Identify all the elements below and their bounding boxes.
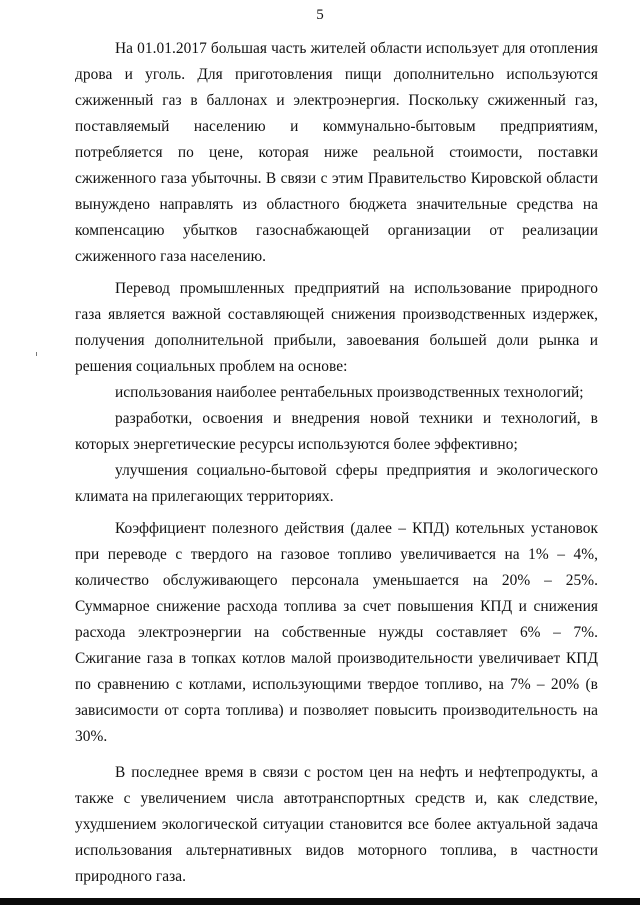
page-number: 5 [316, 7, 324, 23]
paragraph-list-item-technologies: использования наиболее рентабельных производственных технологий; [115, 384, 584, 401]
paragraph-list-item-equipment: разработки, освоения и внедрения новой техники и технологий, в которых энергетические ресурсы используются более эффективно; [75, 410, 598, 453]
paragraph-heating-fuel: На 01.01.2017 большая часть жителей области использует для отопления дрова и уголь. Для приготовления пищи дополнительно используются сжиженный газ в баллонах и электроэнергия. Поскольку сжиженный газ, поставляемый населению и коммунально-бытовым предприятиям, потребляется по цене, которая ниже реальной стоимости, поставки сжиженного газа убыточны. В связи с этим Правительство Кировской области вынуждено направлять из областного бюджета значительные средства на компенсацию убытков газоснабжающей организации от реализации сжиженного газа населению. [75, 40, 598, 265]
document-body [75, 36, 598, 890]
paragraph-list-item-environment: улучшения социально-бытовой сферы предприятия и экологического климата на прилегающих территориях. [75, 462, 598, 505]
scan-bottom-edge [0, 898, 640, 905]
paragraph-natural-gas-transition: Перевод промышленных предприятий на использование природного газа является важной составляющей снижения производственных издержек, получения дополнительной прибыли, завоевания большей доли рынка и решения социальных проблем на основе: [75, 280, 598, 375]
paragraph-motor-fuel: В последнее время в связи с ростом цен на нефть и нефтепродукты, а также с увеличением числа автотранспортных средств и, как следствие, ухудшением экологической ситуации становится все более актуальной задача использования альтернативных видов моторного топлива, в частности природного газа. [75, 764, 598, 885]
paragraph-efficiency: Коэффициент полезного действия (далее – КПД) котельных установок при переводе с твердого на газовое топливо увеличивается на 1% – 4%, количество обслуживающего персонала уменьшается на 20% – 25%. Суммарное снижение расхода топлива за счет повышения КПД и снижения расхода электроэнергии на собственные нужды составляет 6% – 7%. Сжигание газа в топках котлов малой производительности увеличивает КПД по сравнению с котлами, использующими твердое топливо, на 7% – 20% (в зависимости от сорта топлива) и позволяет повысить производительность на 30%. [75, 520, 598, 745]
scan-margin-mark [36, 352, 37, 356]
